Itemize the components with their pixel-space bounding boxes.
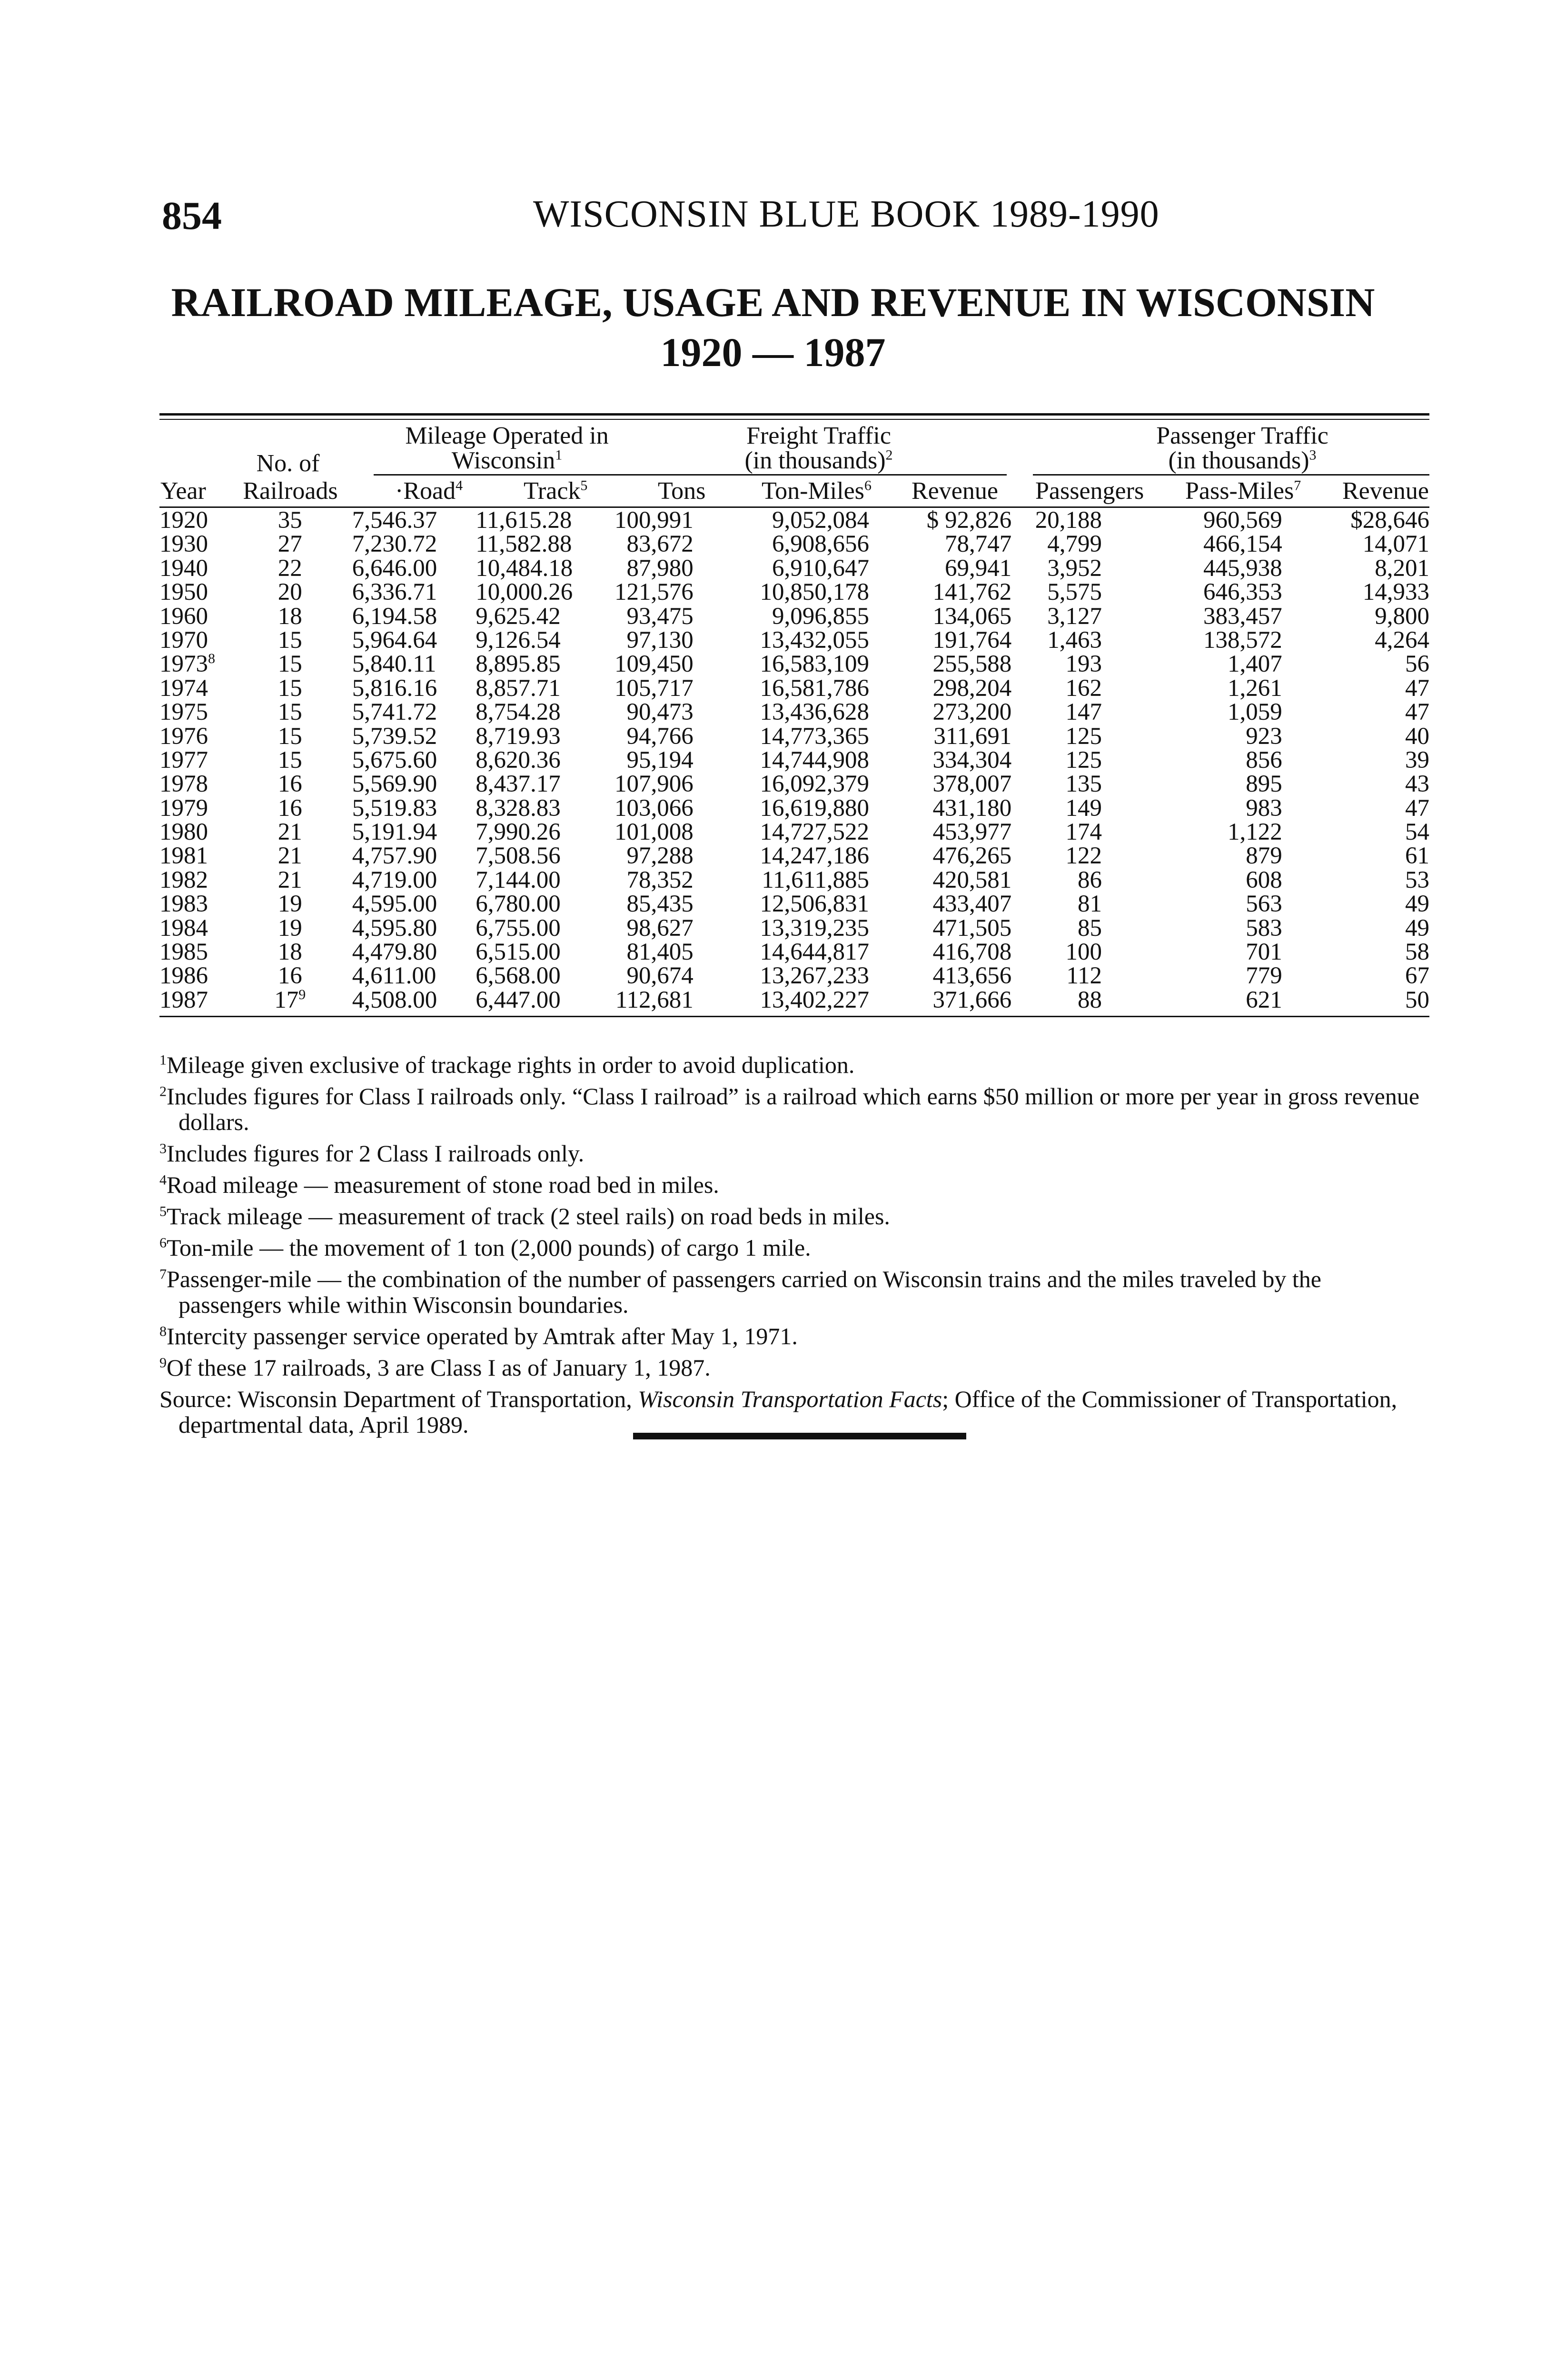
cell-prev: 47	[1405, 699, 1429, 726]
cell-pass-miles: 1,261	[1228, 674, 1282, 702]
table-row	[159, 652, 1429, 676]
table-body	[159, 508, 1429, 1012]
cell-prev: 58	[1405, 939, 1429, 966]
cell-year: 1983	[159, 891, 208, 918]
col-header-road: ·Road$^4$	[395, 477, 463, 505]
cell-passengers: 147	[1065, 699, 1102, 726]
cell-tons: 121,576	[614, 579, 694, 606]
cell-ton-miles: 16,619,880	[760, 794, 869, 822]
cell-year: 1974	[159, 674, 208, 702]
cell-rr: 19	[277, 891, 302, 918]
cell-rr: 15	[277, 626, 302, 654]
cell-pass-miles: 856	[1246, 746, 1282, 774]
footnote-list	[159, 1052, 1430, 1380]
cell-pass-miles: 383,457	[1203, 603, 1282, 630]
cell-passengers: 174	[1065, 819, 1102, 846]
cell-revenue: 134,065	[932, 603, 1012, 630]
footnote: $^3$Includes figures for 2 Class I railroads only.	[159, 1140, 585, 1167]
cell-pass-miles: 445,938	[1203, 555, 1282, 582]
table-row	[159, 724, 1429, 748]
col-header-ton-miles: Ton-Miles$^6$	[762, 477, 872, 505]
table-bottom-rule	[159, 1016, 1429, 1017]
cell-revenue: 255,588	[932, 651, 1012, 678]
cell-rr: 27	[277, 531, 302, 558]
cell-rr: 15	[277, 746, 302, 774]
cell-passengers: 193	[1065, 651, 1102, 678]
cell-tons: 105,717	[614, 674, 694, 702]
cell-passengers: 3,952	[1047, 555, 1102, 582]
table-row	[159, 916, 1429, 940]
cell-ton-miles: 14,773,365	[760, 723, 869, 750]
cell-prev: 53	[1405, 866, 1429, 893]
cell-pass-miles: 779	[1246, 962, 1282, 990]
cell-ton-miles: 14,247,186	[760, 843, 869, 870]
cell-passengers: 135	[1065, 771, 1102, 798]
cell-ton-miles: 6,910,647	[772, 555, 869, 582]
footnote: $^5$Track mileage — measurement of track (2 steel rails) on road beds in miles.	[159, 1203, 890, 1230]
cell-ton-miles: 14,644,817	[760, 939, 869, 966]
cell-revenue: $ 92,826	[926, 507, 1012, 534]
cell-year: 1980	[159, 819, 208, 846]
cell-tons: 78,352	[626, 866, 694, 893]
cell-pass-miles: 563	[1246, 891, 1282, 918]
col-header-railroads: Railroads	[243, 477, 338, 505]
cell-track: 6,568.00	[476, 962, 561, 990]
table-row	[159, 844, 1429, 868]
cell-prev: 40	[1405, 723, 1429, 750]
table-row	[159, 676, 1429, 700]
cell-track: 8,437.17	[476, 771, 561, 798]
table-row	[159, 940, 1429, 964]
cell-pass-miles: 1,122	[1228, 819, 1282, 846]
cell-passengers: 112	[1066, 962, 1102, 990]
cell-ton-miles: 13,402,227	[760, 986, 869, 1013]
cell-rr: 35	[277, 507, 302, 534]
cell-ton-miles: 13,267,233	[760, 962, 869, 990]
col-header-track: Track$^5$	[524, 477, 588, 505]
cell-ton-miles: 16,581,786	[760, 674, 869, 702]
cell-tons: 94,766	[626, 723, 694, 750]
cell-rr: 20	[277, 579, 302, 606]
cell-track: 10,484.18	[476, 555, 573, 582]
cell-year: 1930	[159, 531, 208, 558]
cell-revenue: 141,762	[932, 579, 1012, 606]
cell-revenue: 191,764	[932, 626, 1012, 654]
cell-rr: 15	[277, 651, 302, 678]
cell-passengers: 149	[1065, 794, 1102, 822]
table-row	[159, 628, 1429, 652]
cell-passengers: 20,188	[1035, 507, 1102, 534]
running-head: WISCONSIN BLUE BOOK 1989-1990	[533, 193, 1160, 235]
cell-rr: 21	[277, 866, 302, 893]
cell-pass-miles: 646,353	[1203, 579, 1282, 606]
cell-road: 6,336.71	[352, 579, 437, 606]
table-row	[159, 892, 1429, 916]
cell-track: 9,126.54	[476, 626, 561, 654]
cell-road: 7,546.37	[352, 507, 437, 534]
top-rule-thin	[159, 419, 1429, 420]
cell-track: 11,615.28	[476, 507, 572, 534]
cell-revenue: 471,505	[932, 914, 1012, 942]
cell-tons: 85,435	[626, 891, 694, 918]
cell-prev: 47	[1405, 674, 1429, 702]
table-row	[159, 556, 1429, 580]
footnote: $^2$Includes figures for Class I railroads only. “Class I railroad” is a railroad which earns $50 million or more per year in gross revenue dollars.	[159, 1083, 1420, 1135]
cell-passengers: 3,127	[1047, 603, 1102, 630]
cell-revenue: 69,941	[945, 555, 1012, 582]
cell-passengers: 122	[1065, 843, 1102, 870]
cell-ton-miles: 13,432,055	[760, 626, 869, 654]
cell-prev: 56	[1405, 651, 1429, 678]
cell-prev: 43	[1405, 771, 1429, 798]
freight-group-underline	[635, 474, 1007, 476]
cell-passengers: 100	[1065, 939, 1102, 966]
cell-ton-miles: 16,092,379	[760, 771, 869, 798]
footnotes	[159, 1052, 1430, 1443]
cell-year: 1973$^8$	[159, 651, 215, 678]
footnote: $^8$Intercity passenger service operated by Amtrak after May 1, 1971.	[159, 1323, 798, 1349]
cell-revenue: 453,977	[932, 819, 1012, 846]
cell-year: 1976	[159, 723, 208, 750]
table-row	[159, 605, 1429, 628]
cell-road: 5,739.52	[352, 723, 437, 750]
cell-ton-miles: 9,096,855	[772, 603, 869, 630]
passenger-group-header: Passenger Traffic (in thousands)$^3$	[1156, 422, 1328, 474]
cell-revenue: 413,656	[932, 962, 1012, 990]
mileage-group-underline	[374, 474, 640, 476]
cell-ton-miles: 16,583,109	[760, 651, 869, 678]
cell-road: 4,479.80	[352, 939, 437, 966]
cell-track: 11,582.88	[476, 531, 572, 558]
cell-prev: $28,646	[1350, 507, 1429, 534]
cell-prev: 47	[1405, 794, 1429, 822]
table-row	[159, 820, 1429, 844]
cell-rr: 21	[277, 819, 302, 846]
cell-road: 4,611.00	[352, 962, 436, 990]
cell-road: 5,675.60	[352, 746, 437, 774]
cell-rr: 19	[277, 914, 302, 942]
cell-year: 1970	[159, 626, 208, 654]
footnote: $^9$Of these 17 railroads, 3 are Class I as of January 1, 1987.	[159, 1354, 711, 1381]
no-of-header: No. of	[256, 450, 320, 477]
cell-rr: 18	[277, 939, 302, 966]
cell-pass-miles: 923	[1246, 723, 1282, 750]
cell-track: 7,144.00	[476, 866, 561, 893]
cell-track: 8,328.83	[476, 794, 561, 822]
cell-pass-miles: 621	[1246, 986, 1282, 1013]
table-row	[159, 748, 1429, 772]
cell-road: 5,964.64	[352, 626, 437, 654]
cell-track: 7,990.26	[476, 819, 561, 846]
cell-passengers: 86	[1077, 866, 1102, 893]
cell-tons: 97,130	[626, 626, 694, 654]
table-row	[159, 796, 1429, 820]
cell-ton-miles: 9,052,084	[772, 507, 869, 534]
cell-track: 6,447.00	[476, 986, 561, 1013]
cell-ton-miles: 12,506,831	[760, 891, 869, 918]
col-header-pass-miles: Pass-Miles$^7$	[1185, 477, 1301, 505]
cell-tons: 95,194	[626, 746, 694, 774]
cell-pass-miles: 983	[1246, 794, 1282, 822]
cell-ton-miles: 10,850,178	[760, 579, 869, 606]
table-row	[159, 580, 1429, 604]
cell-track: 7,508.56	[476, 843, 561, 870]
cell-revenue: 311,691	[933, 723, 1012, 750]
cell-passengers: 85	[1077, 914, 1102, 942]
cell-road: 4,595.00	[352, 891, 437, 918]
cell-year: 1978	[159, 771, 208, 798]
cell-road: 7,230.72	[352, 531, 437, 558]
footnote: $^1$Mileage given exclusive of trackage rights in order to avoid duplication.	[159, 1051, 855, 1078]
cell-tons: 87,980	[626, 555, 694, 582]
cell-tons: 83,672	[626, 531, 694, 558]
cell-rr: 18	[277, 603, 302, 630]
cell-track: 8,754.28	[476, 699, 561, 726]
cell-track: 9,625.42	[476, 603, 561, 630]
cell-revenue: 298,204	[932, 674, 1012, 702]
table-row	[159, 964, 1429, 988]
top-rule	[159, 413, 1429, 416]
cell-pass-miles: 895	[1246, 771, 1282, 798]
col-header-passengers: Passengers	[1035, 477, 1144, 505]
cell-ton-miles: 11,611,885	[762, 866, 869, 893]
cell-prev: 9,800	[1375, 603, 1429, 630]
cell-rr: 16	[277, 962, 302, 990]
cell-tons: 81,405	[626, 939, 694, 966]
cell-track: 6,515.00	[476, 939, 561, 966]
cell-rr: 15	[277, 674, 302, 702]
col-header-passenger-revenue: Revenue	[1342, 477, 1429, 505]
cell-revenue: 476,265	[932, 843, 1012, 870]
cell-prev: 14,071	[1362, 531, 1429, 558]
footnote: $^4$Road mileage — measurement of stone road bed in miles.	[159, 1171, 719, 1198]
table-subtitle: 1920 — 1987	[660, 329, 886, 375]
cell-revenue: 420,581	[932, 866, 1012, 893]
cell-passengers: 5,575	[1047, 579, 1102, 606]
cell-ton-miles: 6,908,656	[772, 531, 869, 558]
cell-year: 1985	[159, 939, 208, 966]
railroad-data-table	[159, 508, 1429, 1012]
cell-rr: 21	[277, 843, 302, 870]
cell-road: 6,194.58	[352, 603, 437, 630]
cell-year: 1920	[159, 507, 208, 534]
end-rule	[633, 1433, 966, 1439]
cell-tons: 101,008	[614, 819, 694, 846]
cell-passengers: 125	[1065, 723, 1102, 750]
cell-pass-miles: 1,059	[1228, 699, 1282, 726]
footnote: $^7$Passenger-mile — the combination of the number of passengers carried on Wisconsin trains and the miles traveled by the passengers while within Wisconsin boundaries.	[159, 1266, 1321, 1318]
cell-passengers: 81	[1077, 891, 1102, 918]
cell-tons: 93,475	[626, 603, 694, 630]
table-row	[159, 988, 1429, 1012]
cell-prev: 8,201	[1375, 555, 1429, 582]
cell-year: 1940	[159, 555, 208, 582]
cell-year: 1984	[159, 914, 208, 942]
cell-passengers: 88	[1077, 986, 1102, 1013]
cell-tons: 97,288	[626, 843, 694, 870]
cell-revenue: 273,200	[932, 699, 1012, 726]
cell-road: 5,840.11	[352, 651, 436, 678]
cell-road: 4,595.80	[352, 914, 437, 942]
cell-pass-miles: 701	[1246, 939, 1282, 966]
cell-passengers: 125	[1065, 746, 1102, 774]
cell-ton-miles: 14,727,522	[760, 819, 869, 846]
cell-prev: 49	[1405, 914, 1429, 942]
col-header-revenue: Revenue	[912, 477, 998, 505]
cell-year: 1975	[159, 699, 208, 726]
cell-year: 1987	[159, 986, 208, 1013]
cell-tons: 100,991	[614, 507, 694, 534]
cell-track: 8,719.93	[476, 723, 561, 750]
cell-rr: 16	[277, 794, 302, 822]
cell-revenue: 78,747	[945, 531, 1012, 558]
source-note: Source: Wisconsin Department of Transportation, Wisconsin Transportation Facts; Office of the Commissioner of Transportation, departmental data, April 1989.	[159, 1386, 1397, 1438]
mileage-group-header: Mileage Operated in Wisconsin$^1$	[405, 422, 609, 474]
table-title: RAILROAD MILEAGE, USAGE AND REVENUE IN WISCONSIN	[171, 279, 1375, 325]
cell-track: 6,780.00	[476, 891, 561, 918]
cell-track: 8,620.36	[476, 746, 561, 774]
cell-prev: 39	[1405, 746, 1429, 774]
cell-passengers: 1,463	[1047, 626, 1102, 654]
cell-revenue: 371,666	[932, 986, 1012, 1013]
cell-revenue: 431,180	[932, 794, 1012, 822]
cell-passengers: 162	[1065, 674, 1102, 702]
cell-rr: 22	[277, 555, 302, 582]
cell-road: 5,741.72	[352, 699, 437, 726]
cell-tons: 98,627	[626, 914, 694, 942]
cell-track: 8,895.85	[476, 651, 561, 678]
cell-ton-miles: 13,436,628	[760, 699, 869, 726]
freight-group-header: Freight Traffic (in thousands)$^2$	[744, 422, 893, 474]
cell-year: 1982	[159, 866, 208, 893]
cell-tons: 90,473	[626, 699, 694, 726]
table-row	[159, 700, 1429, 724]
table-row	[159, 508, 1429, 532]
footnote: $^6$Ton-mile — the movement of 1 ton (2,000 pounds) of cargo 1 mile.	[159, 1234, 811, 1261]
cell-year: 1986	[159, 962, 208, 990]
cell-rr: 15	[277, 723, 302, 750]
cell-tons: 107,906	[614, 771, 694, 798]
cell-tons: 112,681	[615, 986, 694, 1013]
cell-year: 1960	[159, 603, 208, 630]
cell-tons: 109,450	[614, 651, 694, 678]
cell-prev: 61	[1405, 843, 1429, 870]
cell-road: 4,757.90	[352, 843, 437, 870]
cell-ton-miles: 14,744,908	[760, 746, 869, 774]
cell-rr: 16	[277, 771, 302, 798]
cell-rr: 15	[277, 699, 302, 726]
cell-tons: 103,066	[614, 794, 694, 822]
cell-pass-miles: 1,407	[1228, 651, 1282, 678]
cell-road: 5,519.83	[352, 794, 437, 822]
cell-pass-miles: 583	[1246, 914, 1282, 942]
cell-pass-miles: 960,569	[1203, 507, 1282, 534]
cell-road: 4,719.00	[352, 866, 437, 893]
table-row	[159, 532, 1429, 556]
cell-year: 1950	[159, 579, 208, 606]
cell-road: 5,569.90	[352, 771, 437, 798]
cell-year: 1981	[159, 843, 208, 870]
cell-road: 4,508.00	[352, 986, 437, 1013]
cell-prev: 4,264	[1375, 626, 1429, 654]
cell-pass-miles: 138,572	[1203, 626, 1282, 654]
cell-prev: 67	[1405, 962, 1429, 990]
cell-pass-miles: 608	[1246, 866, 1282, 893]
cell-year: 1979	[159, 794, 208, 822]
table-row	[159, 772, 1429, 796]
cell-track: 10,000.26	[476, 579, 573, 606]
cell-revenue: 334,304	[932, 746, 1012, 774]
col-header-year: Year	[160, 477, 206, 505]
page-number: 854	[162, 194, 222, 238]
col-header-tons: Tons	[658, 477, 706, 505]
cell-prev: 14,933	[1362, 579, 1429, 606]
cell-revenue: 378,007	[932, 771, 1012, 798]
cell-prev: 50	[1405, 986, 1429, 1013]
cell-prev: 54	[1405, 819, 1429, 846]
cell-year: 1977	[159, 746, 208, 774]
passenger-group-underline	[1033, 474, 1429, 476]
cell-pass-miles: 879	[1246, 843, 1282, 870]
table-row	[159, 868, 1429, 892]
cell-track: 8,857.71	[476, 674, 561, 702]
cell-tons: 90,674	[626, 962, 694, 990]
cell-revenue: 416,708	[932, 939, 1012, 966]
cell-road: 5,816.16	[352, 674, 437, 702]
cell-prev: 49	[1405, 891, 1429, 918]
cell-ton-miles: 13,319,235	[760, 914, 869, 942]
cell-passengers: 4,799	[1047, 531, 1102, 558]
cell-rr: $17^9$	[274, 986, 306, 1013]
cell-pass-miles: 466,154	[1203, 531, 1282, 558]
cell-road: 6,646.00	[352, 555, 437, 582]
cell-track: 6,755.00	[476, 914, 561, 942]
cell-revenue: 433,407	[932, 891, 1012, 918]
cell-road: 5,191.94	[352, 819, 437, 846]
